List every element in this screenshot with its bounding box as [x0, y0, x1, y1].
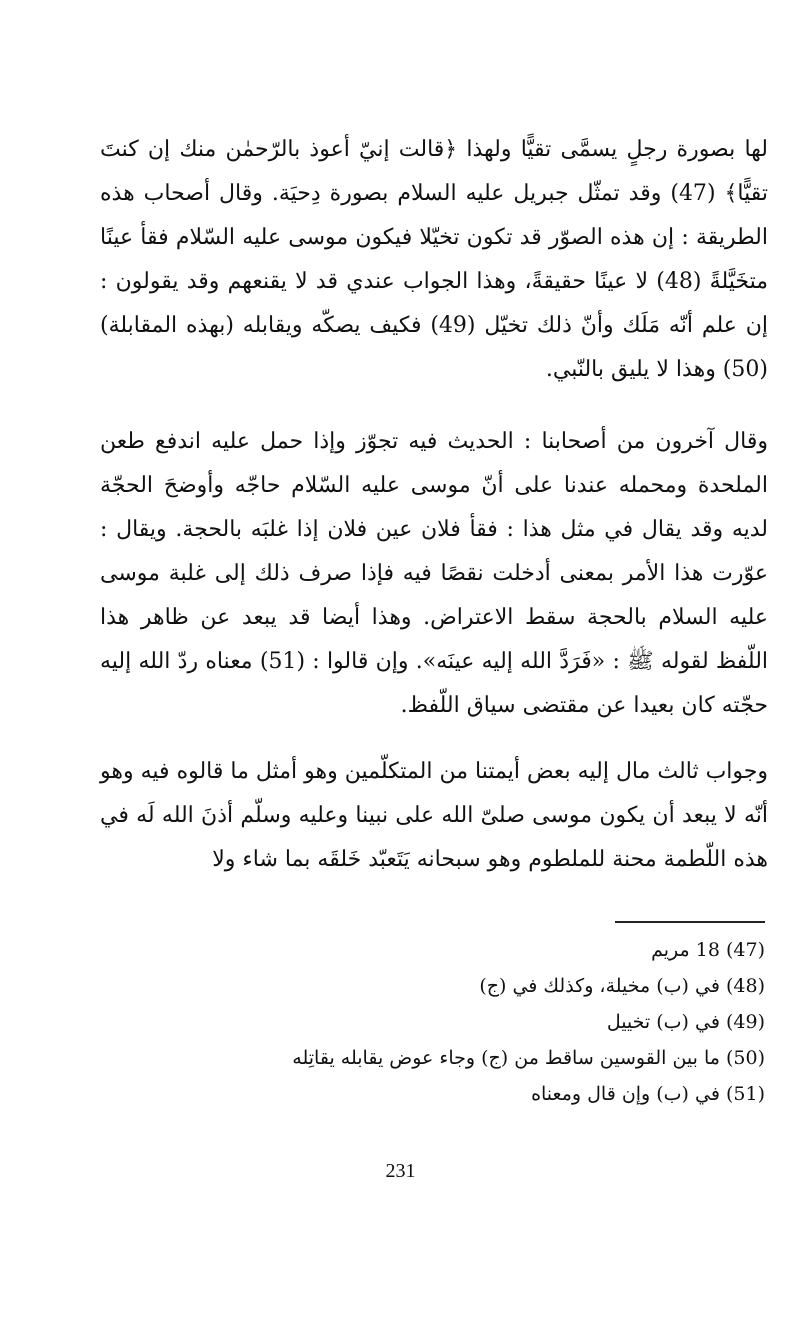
footnote-49: (49) في (ب) تخييل	[606, 1011, 765, 1033]
footnote-48: (48) في (ب) مخيلة، وكذلك في (ج)	[479, 975, 765, 997]
paragraph-3: وجواب ثالث مال إليه بعض أيمتنا من المتكلّمين وهو أمثل ما قالوه فيه وهو أنّه لا يبعد أن يكون موسى صلىّ الله على نبينا وعليه وسلّم أذنَ الله لَه في هذه اللّطمة محنة للملطوم وهو سبحانه يَتَعبّد خَلقَه بما شاء ولا	[100, 759, 768, 872]
footnote-51: (51) في (ب) وإن قال ومعناه	[531, 1083, 765, 1105]
footnotes	[105, 932, 765, 1112]
page-number: 231	[385, 1160, 416, 1182]
paragraph-2: وقال آخرون من أصحابنا : الحديث فيه تجوّز وإذا حمل عليه اندفع طعن الملحدة ومحمله عندنا على أنّ موسى عليه السّلام حاجّه وأوضحَ الحجّة لديه وقد يقال في مثل هذا : فقأ فلان عين فلان إذا غلبَه بالحجة. ويقال : عوّرت هذا الأمر بمعنى أدخلت نقصًا فيه فإذا صرف ذلك إلى غلبة موسى عليه السلام بالحجة سقط الاعتراض. وهذا أيضا قد يبعد عن ظاهر هذا اللّفظ لقوله ﷺ : «فَرَدَّ الله إليه عينَه». وإن قالوا : (51) معناه ردّ الله إليه حجّته كان بعيدا عن مقتضى سياق اللّفظ.	[100, 429, 769, 718]
footnote-50: (50) ما بين القوسين ساقط من (ج) وجاء عوض يقابله يقاتِله	[292, 1047, 765, 1069]
footnote-separator	[615, 921, 765, 923]
footnote-47: (47) 18 مريم	[651, 939, 765, 961]
paragraph-1: لها بصورة رجلٍ يسمَّى تقيًّا ولهذا ﴿قالت إنيّ أعوذ بالرّحمٰن منك إن كنتَ تقيًّا﴾ (47) وقد تمثّل جبريل عليه السلام بصورة دِحيَة. وقال أصحاب هذه الطريقة : إن هذه الصوّر قد تكون تخيّلا فيكون موسى عليه السّلام فقأ عينًا متخَيَّلةً (48) لا عينًا حقيقةً، وهذا الجواب عندي قد لا يقنعهم وقد يقولون : إن علم أنّه مَلَك وأنّ ذلك تخيّل (49) فكيف يصكّه ويقابله (بهذه المقابلة) (50) وهذا لا يليق بالنّبي.	[100, 137, 768, 382]
